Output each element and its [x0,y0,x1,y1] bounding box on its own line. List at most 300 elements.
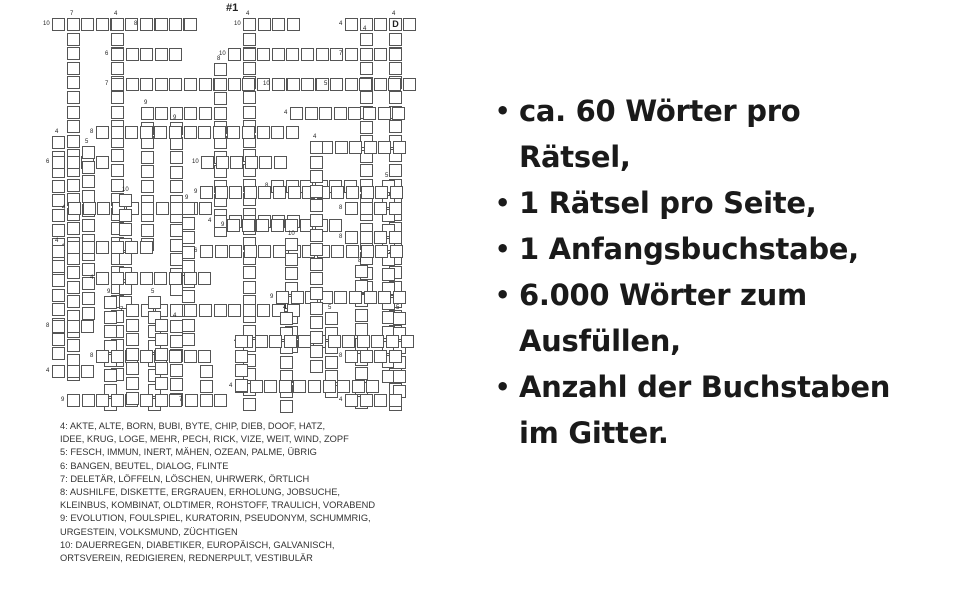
grid-cell [325,356,338,369]
grid-cell [255,335,268,348]
grid-cell [272,18,285,31]
grid-cell [310,156,323,169]
grid-cell [82,146,95,159]
grid-cell [148,296,161,309]
clue-number: 4 [114,11,118,17]
clue-number: 4 [55,129,59,135]
grid-cell [364,291,377,304]
clue-number: 7 [70,11,74,17]
grid-cell [374,202,387,215]
grid-cell [67,339,80,352]
grid-cell [111,164,124,177]
clue-number: 7 [105,81,109,87]
grid-cell [286,126,299,139]
grid-cell [82,394,95,407]
clue-number: 4 [339,21,343,27]
grid-cell [82,307,95,320]
grid-cell [111,149,124,162]
bullet-icon: • [495,373,511,401]
grid-cell [273,186,286,199]
grid-cell [155,107,168,120]
grid-cell [280,356,293,369]
feature-line: Rätsel, [519,140,631,174]
bullet-icon: • [495,235,511,263]
grid-cell [257,304,270,317]
grid-cell [125,272,138,285]
clue-number: 9 [144,100,148,106]
grid-cell [258,186,271,199]
grid-cell [184,107,197,120]
grid-cell [96,350,109,363]
grid-cell [242,78,255,91]
grid-cell [310,229,323,242]
grid-cell [141,107,154,120]
grid-cell [401,335,414,348]
grid-cell [169,48,182,61]
clue-number: 4 [283,305,287,311]
grid-cell [119,209,132,222]
grid-cell [141,151,154,164]
grid-cell [360,33,373,46]
grid-cell [378,141,391,154]
grid-cell [305,107,318,120]
grid-cell [82,241,95,254]
grid-cell [371,335,384,348]
grid-cell [366,380,379,393]
clue-number: 9 [61,397,65,403]
grid-cell [308,380,321,393]
grid-cell [390,186,403,199]
grid-cell [360,231,373,244]
grid-cell [323,380,336,393]
clue-number: 4 [173,313,177,319]
clue-number: 5 [328,305,332,311]
grid-cell [96,126,109,139]
clue-number: 10 [288,231,295,237]
grid-cell [285,253,298,266]
grid-cell [52,180,65,193]
grid-cell [140,394,153,407]
grid-cell [200,186,213,199]
word-list-line: 6: BANGEN, BEUTEL, DIALOG, FLINTE [60,460,229,471]
grid-cell [125,241,138,254]
grid-cell [272,78,285,91]
grid-cell [243,91,256,104]
grid-cell [389,202,402,215]
word-list-line: 7: DELETÄR, LÖFFELN, LÖSCHEN, UHRWERK, ÖRTLICH [60,473,310,484]
grid-cell [310,170,323,183]
grid-cell [140,126,153,139]
grid-cell [67,135,80,148]
grid-cell [337,380,350,393]
feature-item [492,364,890,456]
clue-number: 8 [134,21,138,27]
grid-cell [82,219,95,232]
clue-number: 4 [339,397,343,403]
grid-cell [360,202,373,215]
grid-cell [345,202,358,215]
grid-cell [335,141,348,154]
clue-number: 5 [385,173,389,179]
given-letter-cell: D [389,18,402,31]
grid-cell [119,194,132,207]
clue-number: 9 [173,115,177,121]
grid-cell [285,267,298,280]
grid-cell [52,156,65,169]
grid-cell [155,48,168,61]
grid-cell [386,335,399,348]
feature-item [492,88,890,180]
grid-cell [243,33,256,46]
clue-number: 7 [179,397,183,403]
grid-cell [81,320,94,333]
bullet-icon: • [495,97,511,125]
grid-cell [392,107,405,120]
grid-cell [111,126,124,139]
grid-cell [243,62,256,75]
grid-cell [243,281,256,294]
grid-cell [52,224,65,237]
clue-number: 5 [324,81,328,87]
grid-cell [111,350,124,363]
grid-cell [67,120,80,133]
grid-cell [374,350,387,363]
grid-cell [169,18,182,31]
grid-cell [230,156,243,169]
crossword-grid [0,0,420,410]
grid-cell [125,126,138,139]
clue-number: 4 [363,26,367,32]
grid-cell [201,156,214,169]
grid-cell [199,304,212,317]
feature-item [492,226,890,272]
grid-cell [349,141,362,154]
grid-cell [235,335,248,348]
grid-cell [170,304,183,317]
clue-number: 6 [194,248,198,254]
grid-cell [364,141,377,154]
feature-line: 1 Rätsel pro Seite, [519,186,817,220]
grid-cell [215,245,228,258]
grid-cell [390,245,403,258]
grid-cell [310,272,323,285]
word-list-line: ORTSVEREIN, REDIGIEREN, REDNERPULT, VESTIBULÄR [60,553,313,564]
clue-number: 4 [313,134,317,140]
clue-number: 6 [105,51,109,57]
grid-cell [359,78,372,91]
grid-cell [345,48,358,61]
grid-cell [111,18,124,31]
grid-cell [352,380,365,393]
grid-cell [331,186,344,199]
grid-cell [141,165,154,178]
grid-cell [310,185,323,198]
grid-cell [67,266,80,279]
clue-number: 7 [120,307,124,313]
grid-cell [360,121,373,134]
grid-cell [243,48,256,61]
feature-item [492,180,890,226]
grid-cell [360,350,373,363]
grid-cell [199,202,212,215]
clue-number: 8 [90,353,94,359]
grid-cell [325,312,338,325]
grid-cell [361,186,374,199]
grid-cell [389,120,402,133]
grid-cell [111,106,124,119]
feature-item [492,272,890,364]
grid-cell [170,180,183,193]
grid-cell [214,92,227,105]
grid-cell [170,364,183,377]
grid-cell [96,272,109,285]
grid-cell [272,48,285,61]
grid-cell [182,231,195,244]
grid-cell [403,18,416,31]
grid-cell [374,18,387,31]
grid-cell [170,378,183,391]
grid-cell [81,365,94,378]
grid-cell [104,325,117,338]
grid-cell [310,360,323,373]
bullet-icon: • [495,281,511,309]
grid-cell [269,335,282,348]
grid-cell [243,18,256,31]
grid-cell [374,78,387,91]
grid-cell [156,202,169,215]
grid-cell [360,394,373,407]
grid-cell [245,156,258,169]
grid-cell [104,369,117,382]
grid-cell [393,312,406,325]
grid-cell [111,62,124,75]
feature-line: ca. 60 Wörter pro [519,94,801,128]
grid-cell [316,48,329,61]
grid-cell [169,350,182,363]
grid-cell [374,48,387,61]
grid-cell [155,333,168,346]
grid-cell [285,238,298,251]
grid-cell [126,392,139,405]
grid-cell [214,78,227,91]
grid-cell [67,320,80,333]
grid-cell [363,107,376,120]
grid-cell [348,107,361,120]
grid-cell [229,186,242,199]
grid-cell [67,156,80,169]
grid-cell [182,290,195,303]
feature-line: Ausfüllen, [519,324,681,358]
feature-line: 6.000 Wörter zum [519,278,807,312]
grid-cell [361,245,374,258]
grid-cell [67,222,80,235]
grid-cell [111,78,124,91]
grid-cell [389,33,402,46]
grid-cell [256,219,269,232]
grid-cell [200,394,213,407]
clue-number: 10 [219,51,226,57]
grid-cell [184,18,197,31]
grid-cell [111,241,124,254]
grid-cell [52,245,65,258]
grid-cell [235,364,248,377]
grid-cell [214,107,227,120]
grid-cell [52,320,65,333]
word-list-line: 10: DAUERREGEN, DIABETIKER, EUROPÄISCH, GALVANISCH, [60,539,335,550]
grid-cell [214,304,227,317]
grid-cell [349,291,362,304]
grid-cell [67,62,80,75]
clue-number: 10 [234,21,241,27]
clue-number: 10 [43,21,50,27]
grid-cell [214,394,227,407]
grid-cell [52,303,65,316]
grid-cell [52,260,65,273]
grid-cell [360,18,373,31]
clue-number: 8 [358,258,362,264]
grid-cell [52,333,65,346]
grid-cell [182,333,195,346]
feature-list [492,88,890,456]
grid-cell [141,202,154,215]
clue-number: 4 [90,275,94,281]
grid-cell [182,319,195,332]
grid-cell [68,202,81,215]
grid-cell [184,126,197,139]
grid-cell [155,18,168,31]
clue-number: 4 [229,383,233,389]
grid-cell [310,302,323,315]
grid-cell [389,231,402,244]
grid-cell [346,245,359,258]
grid-cell [126,377,139,390]
grid-cell [155,319,168,332]
grid-cell [170,335,183,348]
grid-cell [154,126,167,139]
grid-cell [264,380,277,393]
grid-cell [279,380,292,393]
grid-cell [67,394,80,407]
clue-number: 6 [46,159,50,165]
grid-cell [82,292,95,305]
feature-line: Anzahl der Buchstaben [519,370,891,404]
grid-cell [378,107,391,120]
grid-cell [198,126,211,139]
grid-cell [52,274,65,287]
grid-cell [67,33,80,46]
grid-cell [228,304,241,317]
grid-cell [111,91,124,104]
grid-cell [96,394,109,407]
grid-cell [229,245,242,258]
grid-cell [141,224,154,237]
grid-cell [258,18,271,31]
grid-cell [393,291,406,304]
grid-cell [243,266,256,279]
grid-cell [227,219,240,232]
clue-number: 9 [185,195,189,201]
grid-cell [126,304,139,317]
word-list-line: KLEINBUS, KOMBINAT, OLDTIMER, ROHSTOFF, TRAULICH, VORABEND [60,500,376,511]
grid-cell [382,268,395,281]
grid-cell [310,331,323,344]
grid-cell [242,219,255,232]
grid-cell [378,291,391,304]
grid-cell [169,78,182,91]
grid-cell [310,199,323,212]
grid-cell [291,291,304,304]
grid-cell [334,291,347,304]
grid-cell [374,231,387,244]
grid-cell [52,347,65,360]
grid-cell [126,78,139,91]
grid-cell [198,350,211,363]
feature-line: 1 Anfangsbuchstabe, [519,232,859,266]
feature-line: im Gitter. [519,416,669,450]
grid-cell [126,48,139,61]
grid-cell [310,214,323,227]
grid-cell [81,18,94,31]
grid-cell [52,289,65,302]
grid-cell [374,394,387,407]
grid-cell [345,394,358,407]
grid-cell [184,350,197,363]
grid-cell [355,309,368,322]
clue-number: 8 [46,323,50,329]
word-list-line: 8: AUSHILFE, DISKETTE, ERGRAUEN, ERHOLUNG, JOBSUCHE, [60,487,340,498]
grid-cell [52,136,65,149]
grid-cell [126,362,139,375]
grid-cell [243,106,256,119]
grid-cell [82,161,95,174]
grid-cell [182,202,195,215]
grid-cell [345,78,358,91]
grid-cell [342,335,355,348]
clue-number: 10 [122,187,129,193]
clue-number: 8 [90,129,94,135]
grid-cell [319,107,332,120]
grid-cell [200,245,213,258]
grid-cell [243,398,256,411]
grid-cell [170,166,183,179]
grid-cell [403,78,416,91]
grid-cell [200,380,213,393]
grid-cell [228,78,241,91]
grid-cell [389,91,402,104]
clue-number: 5 [85,139,89,145]
grid-cell [228,48,241,61]
grid-cell [185,394,198,407]
clue-number: 4 [392,11,396,17]
grid-cell [227,126,240,139]
grid-cell [184,78,197,91]
grid-cell [360,48,373,61]
grid-cell [257,126,270,139]
grid-cell [216,156,229,169]
grid-cell [184,272,197,285]
grid-cell [293,380,306,393]
grid-cell [330,78,343,91]
grid-cell [82,175,95,188]
grid-cell [182,217,195,230]
grid-cell [154,272,167,285]
grid-cell [111,272,124,285]
grid-cell [97,202,110,215]
grid-cell [328,335,341,348]
grid-cell [284,335,297,348]
grid-cell [310,287,323,300]
grid-cell [170,107,183,120]
